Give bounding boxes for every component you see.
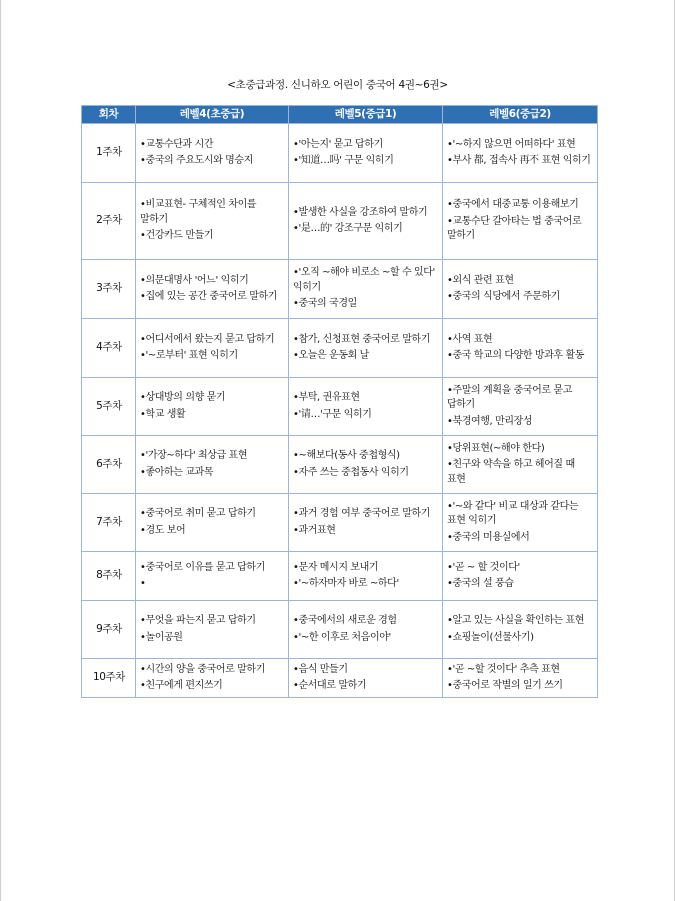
week-cell: 7주차 <box>82 494 136 552</box>
table-row <box>82 659 598 698</box>
topic-item: •'~와 같다' 비교 대상과 같다는 표현 익히기 <box>447 500 579 527</box>
level-cell-l5 <box>289 552 443 601</box>
topic-item: •과거표현 <box>293 524 336 536</box>
level-cell-l4 <box>136 319 289 378</box>
topic-item: •부사 都, 접속사 再不 표현 익히기 <box>447 155 591 166</box>
topic-item: •'~한 이후로 처음이야' <box>293 631 391 643</box>
level-cell-l4 <box>136 601 289 659</box>
level-cell-l6 <box>443 436 598 494</box>
topic-item: •의문대명사 '어느' 익히기 <box>140 274 249 286</box>
topic-item: •사역 표현 <box>447 333 493 345</box>
level-cell-l6 <box>443 659 598 698</box>
level-cell-l4 <box>136 183 289 260</box>
week-cell: 4주차 <box>82 319 136 378</box>
level-cell-l6 <box>443 552 598 601</box>
topic-item: •오늘은 운동회 날 <box>293 350 369 361</box>
topic-item: • <box>140 578 146 589</box>
week-cell: 6주차 <box>82 436 136 494</box>
table-row <box>82 436 598 494</box>
week-cell: 9주차 <box>82 601 136 659</box>
level-cell-l6 <box>443 601 598 659</box>
topic-item: •쇼핑놀이(선물사기) <box>447 631 534 643</box>
topic-item: •집에 있는 공간 중국어로 말하기 <box>140 291 277 302</box>
week-cell: 10주차 <box>82 659 136 698</box>
topic-item: •무엇을 파는지 묻고 답하기 <box>140 615 256 626</box>
week-cell: 8주차 <box>82 552 136 601</box>
week-cell: 5주차 <box>82 378 136 436</box>
header-level5: 레벨5(중급1) <box>289 106 443 124</box>
topic-item: •중국어로 취미 묻고 답하기 <box>140 508 256 519</box>
topic-item: •중국어로 이유를 묻고 답하기 <box>140 561 265 573</box>
topic-item: •중국에서의 새로운 경험 <box>293 615 397 626</box>
topic-item: •외식 관련 표현 <box>447 274 514 286</box>
level-cell-l4 <box>136 260 289 319</box>
topic-item: •중국의 주요도시와 명승지 <box>140 155 253 166</box>
level-cell-l5 <box>289 494 443 552</box>
topic-item: •'是…的' 강조구문 익히기 <box>293 223 403 234</box>
topic-item: •교통수단 갈아타는 법 중국어로 말하기 <box>447 215 582 242</box>
topic-item: •북경여행, 만리장성 <box>447 415 533 427</box>
level-cell-l6 <box>443 124 598 183</box>
topic-item: •경도 보어 <box>140 524 186 536</box>
level-cell-l4 <box>136 494 289 552</box>
table-row <box>82 601 598 659</box>
topic-item: •~해보다(동사 중첩형식) <box>293 450 400 461</box>
week-cell: 1주차 <box>82 124 136 183</box>
topic-item: •알고 있는 사실을 확인하는 표현 <box>447 615 584 626</box>
topic-item: •어디서에서 왔는지 묻고 답하기 <box>140 333 275 345</box>
level-cell-l6 <box>443 319 598 378</box>
level-cell-l6 <box>443 378 598 436</box>
level-cell-l6 <box>443 494 598 552</box>
topic-item: •'~로부터' 표현 익히기 <box>140 350 238 361</box>
topic-item: •'请…'구문 익히기 <box>293 408 372 420</box>
topic-item: •'知道…吗' 구문 익히기 <box>293 155 394 166</box>
topic-item: •주말의 계획을 중국어로 묻고 답하기 <box>447 384 572 411</box>
topic-item: •교통수단과 시간 <box>140 138 214 150</box>
level-cell-l5 <box>289 601 443 659</box>
topic-item: •중국에서 대중교통 이용해보기 <box>447 199 579 211</box>
level-cell-l4 <box>136 124 289 183</box>
table-row <box>82 124 598 183</box>
level-cell-l4 <box>136 659 289 698</box>
topic-item: •'가장~하다' 최상급 표현 <box>140 450 248 461</box>
topic-item: •친구와 약속을 하고 헤어질 때 표현 <box>447 459 575 485</box>
level-cell-l5 <box>289 659 443 698</box>
week-cell: 2주차 <box>82 183 136 260</box>
header-level6: 레벨6(중급2) <box>443 106 598 124</box>
topic-item: •음식 만들기 <box>293 663 348 675</box>
table-row <box>82 494 598 552</box>
level-cell-l5 <box>289 124 443 183</box>
topic-item: •발생한 사실을 강조하여 말하기 <box>293 206 428 218</box>
topic-item: •중국 학교의 다양한 방과후 활동 <box>447 350 584 361</box>
topic-item: •참가, 신청표현 중국어로 말하기 <box>293 333 430 345</box>
level-cell-l5 <box>289 260 443 319</box>
level-cell-l4 <box>136 436 289 494</box>
topic-item: •중국의 설 풍습 <box>447 578 514 589</box>
topic-item: •'아는지' 묻고 답하기 <box>293 138 383 150</box>
table-row <box>82 319 598 378</box>
table-row <box>82 552 598 601</box>
curriculum-table <box>81 105 598 698</box>
topic-item: •상대방의 의향 묻기 <box>140 392 226 403</box>
header-row <box>82 106 598 124</box>
topic-item: •중국의 국경일 <box>293 298 357 310</box>
level-cell-l4 <box>136 378 289 436</box>
level-cell-l5 <box>289 319 443 378</box>
topic-item: •중국의 식당에서 주문하기 <box>447 291 560 302</box>
topic-item: •'~하자마자 바로 ~하다' <box>293 578 399 589</box>
week-cell: 3주차 <box>82 260 136 319</box>
topic-item: •자주 쓰는 중첩동사 익히기 <box>293 466 409 478</box>
topic-item: •과거 경험 여부 중국어로 말하기 <box>293 508 430 519</box>
header-week: 회차 <box>82 106 136 124</box>
topic-item: •놀이공원 <box>140 631 183 643</box>
topic-item: •'~하지 않으면 어떠하다' 표현 <box>447 138 576 150</box>
topic-item: •부탁, 권유표현 <box>293 392 360 403</box>
topic-item: •문자 메시지 보내기 <box>293 561 379 573</box>
topic-item: •'곧 ~할 것이다' 추측 표현 <box>447 663 560 675</box>
topic-item: •'오직 ~해야 비로소 ~할 수 있다' 익히기 <box>293 267 435 293</box>
topic-item: •'곧 ~ 할 것이다' <box>447 561 520 573</box>
topic-item: •중국의 미용실에서 <box>447 531 530 543</box>
topic-item: •비교표현- 구체적인 차이를 말하기 <box>140 199 257 225</box>
header-level4: 레벨4(초중급) <box>136 106 289 124</box>
level-cell-l6 <box>443 260 598 319</box>
level-cell-l5 <box>289 183 443 260</box>
level-cell-l4 <box>136 552 289 601</box>
level-cell-l5 <box>289 378 443 436</box>
topic-item: •순서대로 말하기 <box>293 680 367 691</box>
topic-item: •당위표현(~해야 한다) <box>447 442 545 454</box>
topic-item: •시간의 양을 중국어로 말하기 <box>140 663 265 675</box>
table-caption: <초중급과정. 신니하오 어린이 중국어 4권~6권> <box>227 79 448 91</box>
table-row <box>82 378 598 436</box>
table-row <box>82 260 598 319</box>
level-cell-l6 <box>443 183 598 260</box>
topic-item: •건강카드 만들기 <box>140 230 214 242</box>
topic-item: •좋아하는 교과목 <box>140 466 214 478</box>
table-row <box>82 183 598 260</box>
topic-item: •친구에게 편지쓰기 <box>140 680 223 691</box>
topic-item: •학교 생활 <box>140 408 186 420</box>
level-cell-l5 <box>289 436 443 494</box>
topic-item: •중국어로 작별의 일기 쓰기 <box>447 680 563 691</box>
